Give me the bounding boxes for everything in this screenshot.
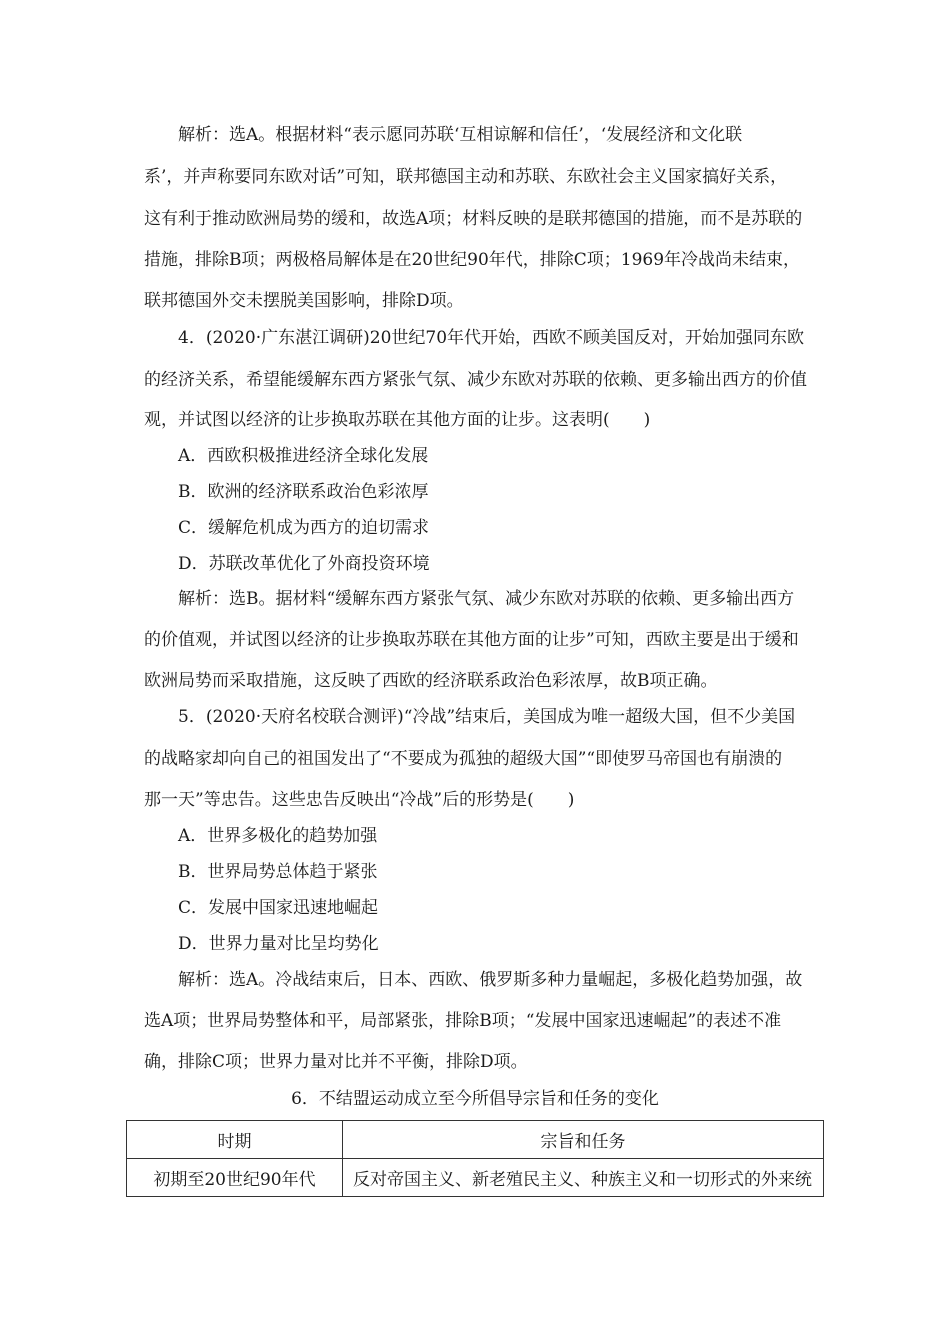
q6-table [126, 1120, 824, 1197]
table-header-row [127, 1121, 824, 1159]
q3-analysis-line: 这有利于推动欧洲局势的缓和，故选A项；材料反映的是联邦德国的措施，而不是苏联的 [144, 209, 803, 229]
q4-stem-line: 4．(2020·广东湛江调研)20世纪70年代开始，西欧不顾美国反对，开始加强同东欧 [178, 328, 805, 348]
table-cell-purpose: 反对帝国主义、新老殖民主义、种族主义和一切形式的外来统 [343, 1159, 824, 1197]
q4-analysis-line: 欧洲局势而采取措施，这反映了西欧的经济联系政治色彩浓厚，故B项正确。 [144, 671, 718, 691]
q4-analysis-line: 解析：选B。据材料“缓解东西方紧张气氛、减少东欧对苏联的依赖、更多输出西方 [178, 589, 795, 609]
table-header-period: 时期 [127, 1121, 343, 1159]
q5-analysis-line: 选A项；世界局势整体和平，局部紧张，排除B项；“发展中国家迅速崛起”的表述不准 [144, 1011, 782, 1031]
q4-option-c: C．缓解危机成为西方的迫切需求 [178, 518, 430, 538]
q4-option-d: D．苏联改革优化了外商投资环境 [178, 554, 430, 574]
q5-analysis-line: 解析：选A。冷战结束后，日本、西欧、俄罗斯多种力量崛起，多极化趋势加强，故 [178, 970, 803, 990]
q3-analysis-line: 措施，排除B项；两极格局解体是在20世纪90年代，排除C项；1969年冷战尚未结束， [144, 250, 801, 270]
q3-analysis-line: 解析：选A。根据材料“表示愿同苏联‘互相谅解和信任’，‘发展经济和文化联 [178, 125, 743, 145]
q3-analysis-line: 联邦德国外交未摆脱美国影响，排除D项。 [144, 291, 464, 311]
table-header-purpose: 宗旨和任务 [343, 1121, 824, 1159]
q4-stem-line: 的经济关系，希望能缓解东西方紧张气氛、减少东欧对苏联的依赖、更多输出西方的价值 [144, 370, 807, 390]
q4-option-b: B．欧洲的经济联系政治色彩浓厚 [178, 482, 429, 502]
q5-stem-line: 的战略家却向自己的祖国发出了“不要成为孤独的超级大国”“即使罗马帝国也有崩溃的 [144, 749, 783, 769]
q5-option-b: B．世界局势总体趋于紧张 [178, 862, 378, 882]
q6-table-caption: 6．不结盟运动成立至今所倡导宗旨和任务的变化 [291, 1089, 659, 1109]
q5-option-d: D．世界力量对比呈均势化 [178, 934, 379, 954]
q3-analysis-line: 系’，并声称要同东欧对话”可知，联邦德国主动和苏联、东欧社会主义国家搞好关系， [144, 167, 788, 187]
table-row [127, 1159, 824, 1197]
q5-stem-line: 那一天”等忠告。这些忠告反映出“冷战”后的形势是( ) [144, 790, 575, 810]
q5-stem-line: 5．(2020·天府名校联合测评)“冷战”结束后，美国成为唯一超级大国，但不少美国 [178, 707, 796, 727]
table-cell-period: 初期至20世纪90年代 [127, 1159, 343, 1197]
q4-stem-line: 观，并试图以经济的让步换取苏联在其他方面的让步。这表明( ) [144, 410, 651, 430]
q4-option-a: A．西欧积极推进经济全球化发展 [178, 446, 429, 466]
q5-analysis-line: 确，排除C项；世界力量对比并不平衡，排除D项。 [144, 1052, 528, 1072]
q5-option-c: C．发展中国家迅速地崛起 [178, 898, 379, 918]
q5-option-a: A．世界多极化的趋势加强 [178, 826, 378, 846]
q4-analysis-line: 的价值观，并试图以经济的让步换取苏联在其他方面的让步”可知，西欧主要是出于缓和 [144, 630, 799, 650]
